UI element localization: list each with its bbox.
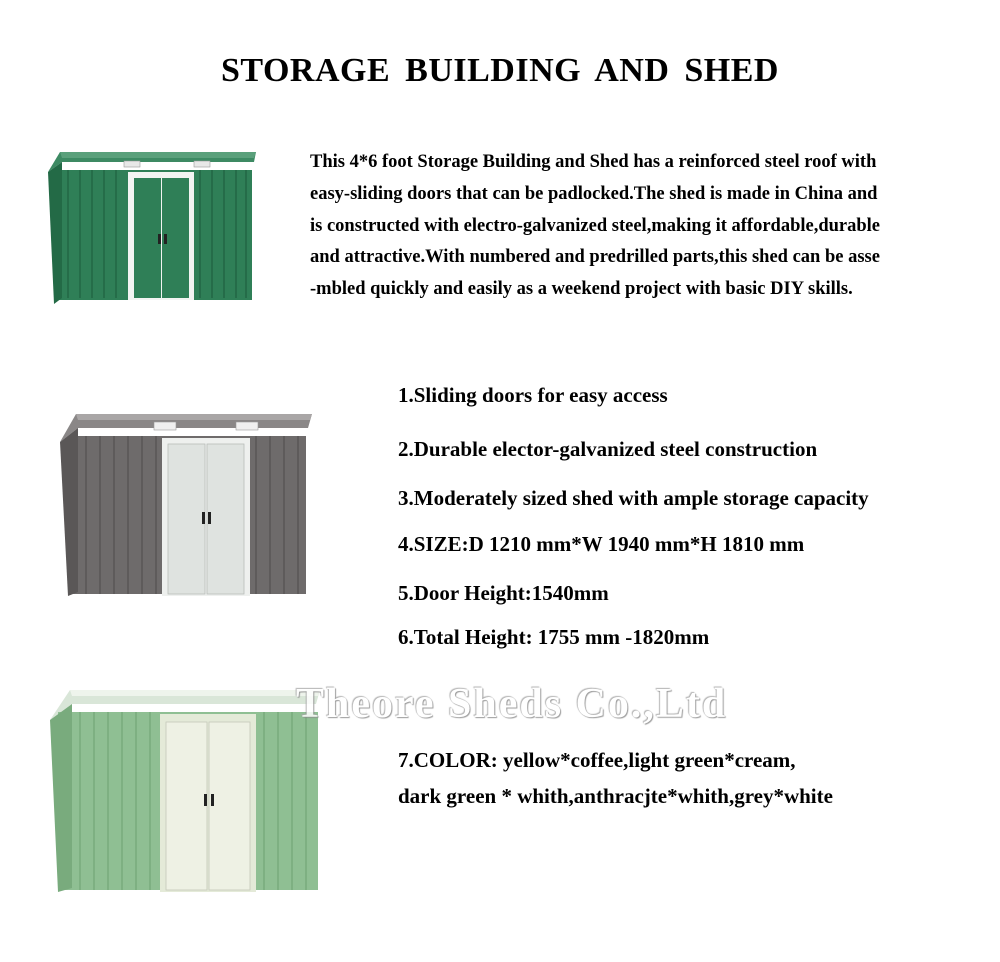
feature-item: 4.SIZE:D 1210 mm*W 1940 mm*H 1810 mm	[398, 532, 805, 556]
description-line: -mbled quickly and easily as a weekend project with basic DIY skills.	[310, 279, 853, 300]
dark-green-shed-image	[48, 148, 260, 308]
feature-item: 5.Door Height:1540mm	[398, 581, 609, 605]
feature-item: 7.COLOR: yellow*coffee,light green*cream,	[398, 748, 796, 772]
description-line: This 4*6 foot Storage Building and Shed has a reinforced steel roof with	[310, 152, 877, 172]
description-line: is constructed with electro-galvanized steel,making it affordable,durable	[310, 215, 881, 236]
description-line: and attractive.With numbered and predrilled parts,this shed can be asse	[310, 247, 880, 268]
feature-item: 6.Total Height: 1755 mm -1820mm	[398, 625, 710, 649]
feature-item: 1.Sliding doors for easy access	[398, 383, 668, 407]
feature-item: dark green * whith,anthracjte*whith,grey*white	[398, 784, 833, 808]
description-line: easy-sliding doors that can be padlocked.The shed is made in China and	[310, 183, 878, 204]
grey-shed-image	[58, 408, 316, 600]
company-watermark: Theore Sheds Co.,Ltd	[296, 681, 728, 727]
feature-item: 2.Durable elector-galvanized steel construction	[398, 437, 818, 461]
light-green-shed-image	[48, 684, 324, 896]
product-description	[310, 147, 990, 306]
page-title: STORAGE BUILDING AND SHED	[221, 52, 779, 89]
feature-item: 3.Moderately sized shed with ample storage capacity	[398, 486, 869, 510]
